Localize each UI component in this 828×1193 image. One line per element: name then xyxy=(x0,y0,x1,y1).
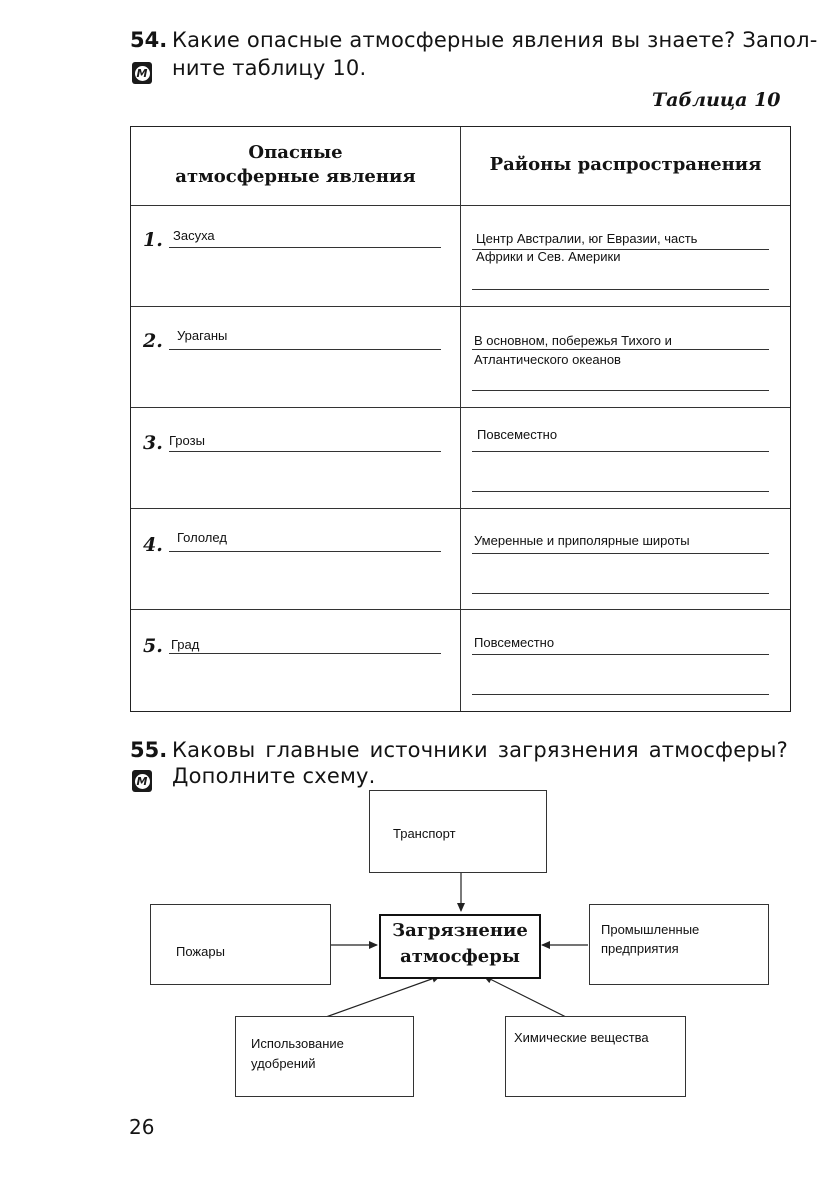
row-number: 3. xyxy=(143,432,163,454)
phenomenon-text: Гололед xyxy=(177,530,227,545)
arrow-bottom-right xyxy=(484,976,566,1017)
task-55-text-line2: Дополните схему. xyxy=(172,764,376,788)
box-chemicals: Химические вещества xyxy=(505,1016,686,1097)
header-phenomena: Опасные атмосферные явления xyxy=(175,142,416,187)
region-text-line1: Умеренные и приполярные широты xyxy=(474,533,690,548)
region-text-line1: Центр Австралии, юг Евразии, часть xyxy=(476,231,698,246)
row-number: 1. xyxy=(143,229,163,251)
row-number: 4. xyxy=(143,534,163,556)
box-transport: Транспорт xyxy=(369,790,547,873)
phenomenon-text: Засуха xyxy=(173,228,215,243)
header-regions: Районы распространения xyxy=(489,154,762,175)
task-55-text-line1: Каковы главные источники загрязнения атмосферы? xyxy=(172,738,788,762)
phenomenon-text: Ураганы xyxy=(177,328,228,343)
task-55-number: 55. xyxy=(130,738,168,762)
box-fertilizers: Использование удобрений xyxy=(235,1016,414,1097)
center-box-pollution: Загрязнение атмосферы xyxy=(379,914,541,979)
phenomenon-text: Град xyxy=(171,637,200,652)
row-number: 2. xyxy=(143,330,163,352)
task-54-text-line2: ните таблицу 10. xyxy=(172,56,367,80)
region-text-line2: Атлантического океанов xyxy=(474,352,621,367)
box-industry: Промышленные предприятия xyxy=(589,904,769,985)
task-54-number: 54. xyxy=(130,28,168,52)
region-text-line2: Африки и Сев. Америки xyxy=(476,249,621,264)
task-54-text-line1: Какие опасные атмосферные явления вы знаете? Запол- xyxy=(172,28,818,52)
arrow-bottom-left xyxy=(326,976,440,1017)
row-number: 5. xyxy=(143,635,163,657)
page-number: 26 xyxy=(129,1115,155,1139)
m-icon: М xyxy=(132,62,152,84)
m-icon: М xyxy=(132,770,152,792)
region-text-line1: В основном, побережья Тихого и xyxy=(474,333,672,348)
region-text-line1: Повсеместно xyxy=(477,427,558,442)
phenomenon-text: Грозы xyxy=(169,433,205,448)
box-fires: Пожары xyxy=(150,904,331,985)
table-caption: Таблица 10 xyxy=(652,89,781,111)
region-text-line1: Повсеместно xyxy=(474,635,555,650)
